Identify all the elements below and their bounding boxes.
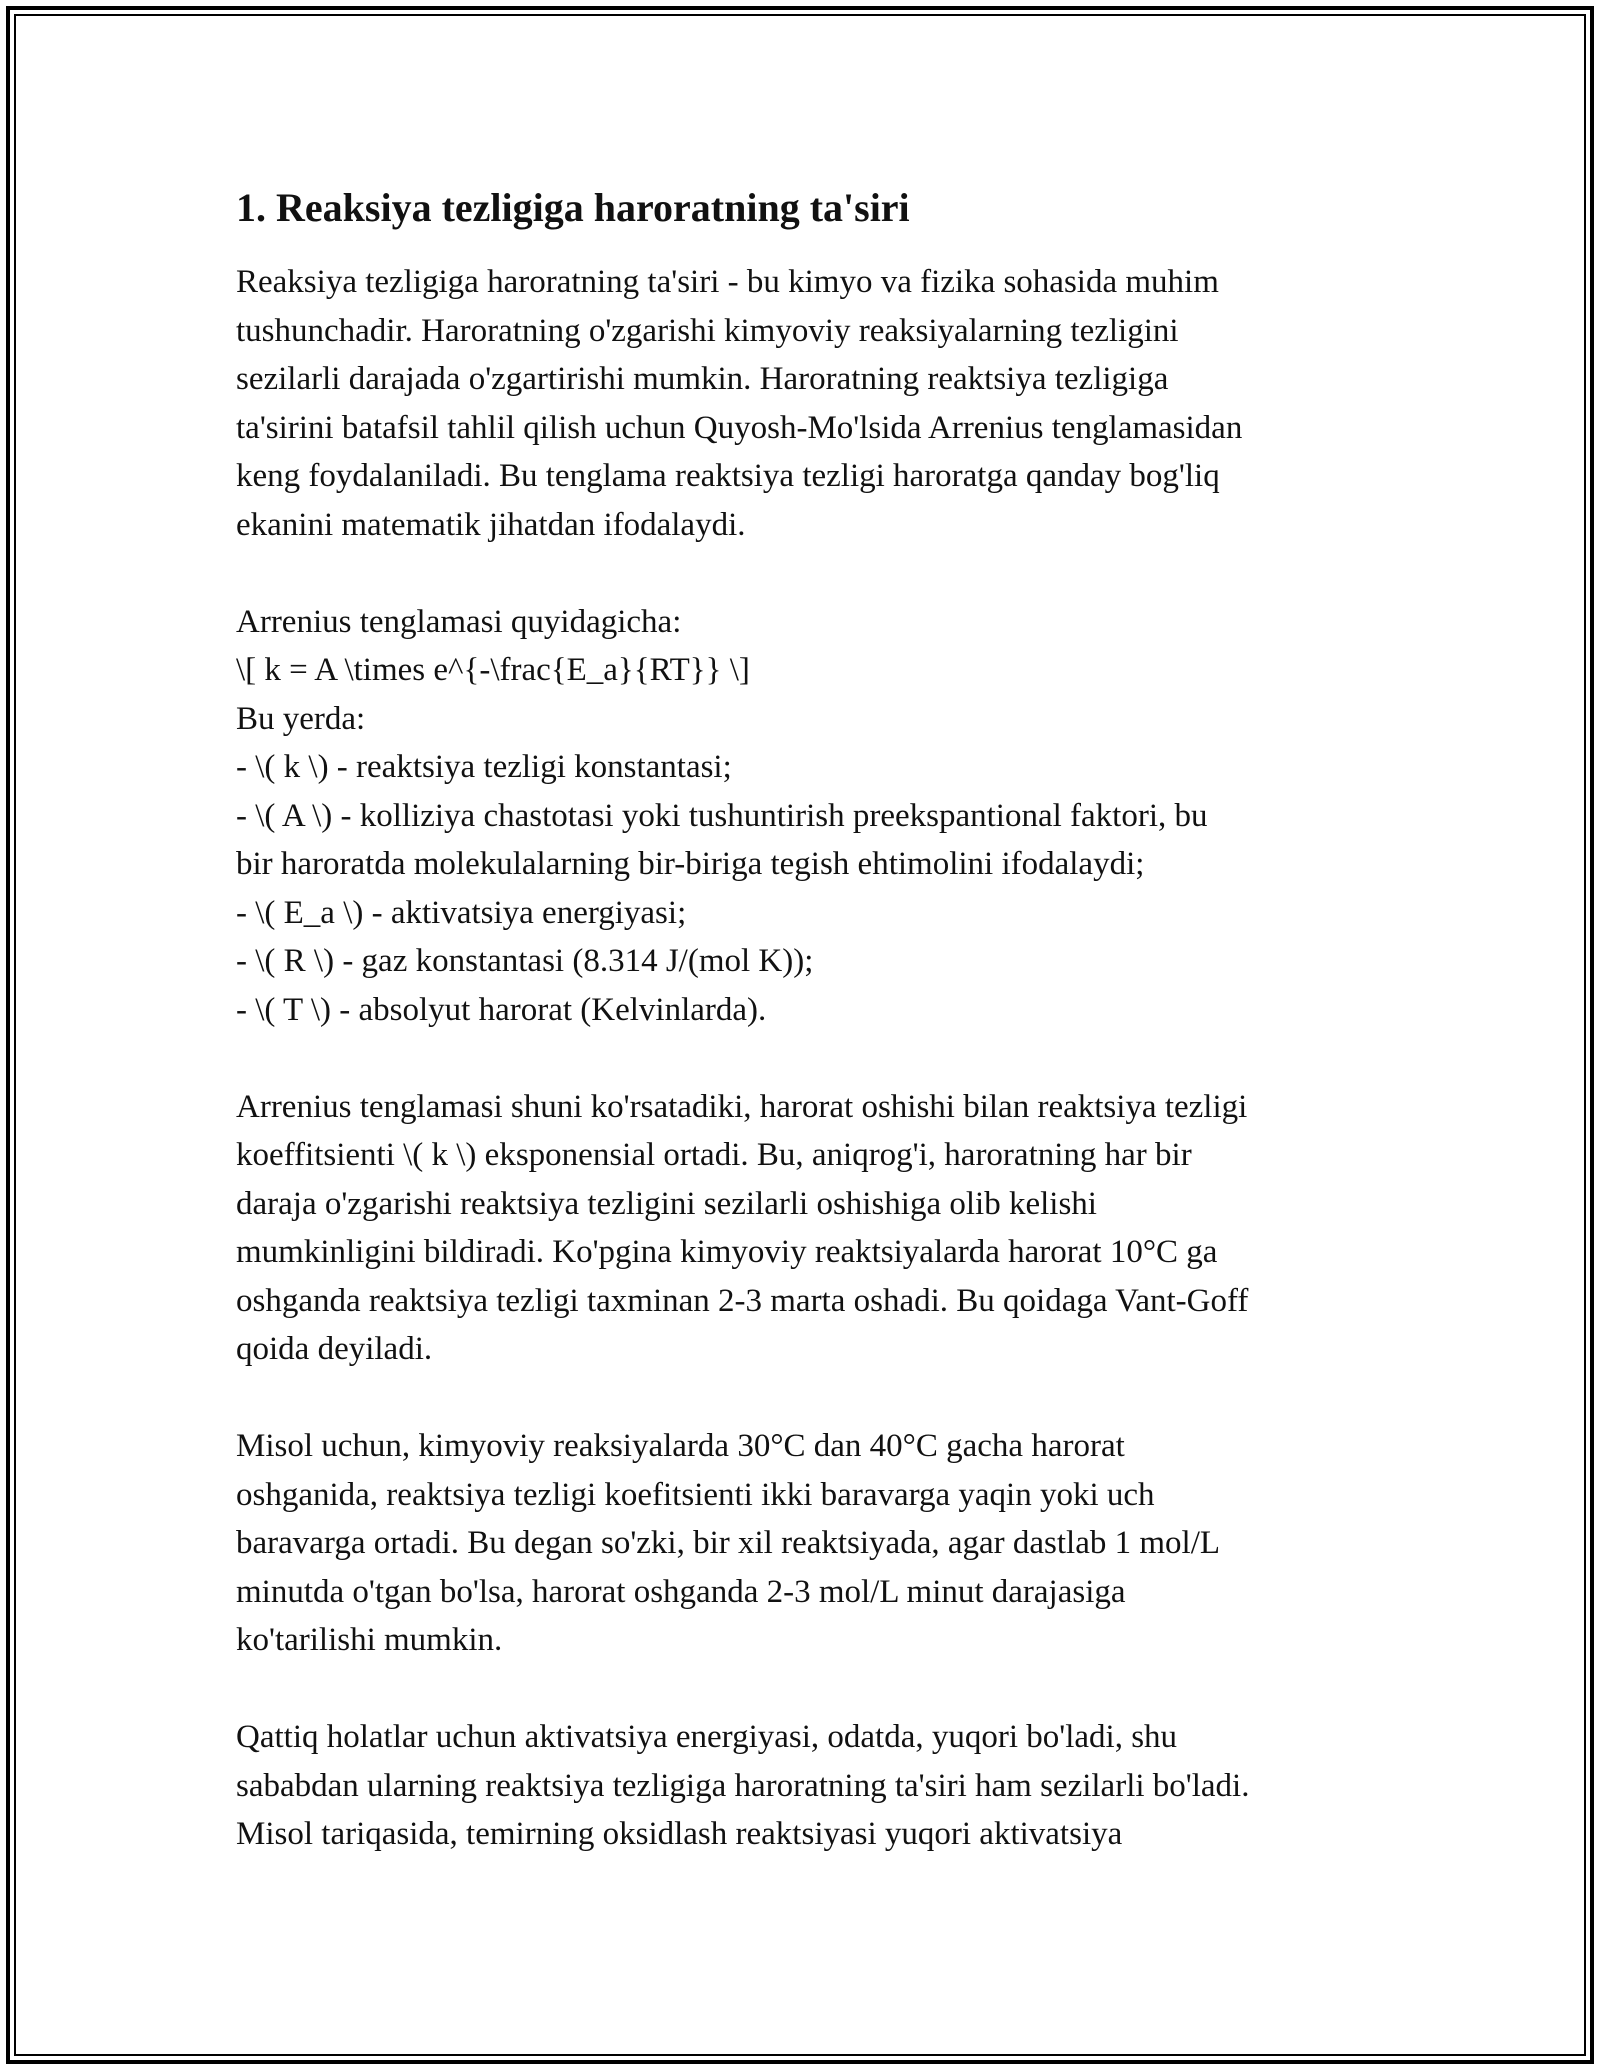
paragraph-exponential-growth xyxy=(236,1083,1376,1374)
definition-item: - \( R \) - gaz konstantasi (8.314 J/(mol K)); xyxy=(236,943,814,979)
text-line: Arrenius tenglamasi quyidagicha: xyxy=(236,603,682,640)
text-line: oshganida, reaktsiya tezligi koefitsienti ikki baravarga yaqin yoki uch xyxy=(236,1476,1155,1513)
text-line: sezilarli darajada o'zgartirishi mumkin. Haroratning reaktsiya tezligiga xyxy=(236,361,1169,397)
text-line: keng foydalaniladi. Bu tenglama reaktsiya tezligi haroratga qanday bog'liq xyxy=(236,458,1220,494)
text-line: oshganda reaktsiya tezligi taxminan 2-3 marta oshadi. Bu qoidaga Vant-Goff xyxy=(236,1282,1249,1319)
text-line: ko'tarilishi mumkin. xyxy=(236,1622,503,1658)
text-line: Misol tariqasida, temirning oksidlash reaktsiyasi yuqori aktivatsiya xyxy=(236,1816,1123,1852)
text-line: Misol uchun, kimyoviy reaksiyalarda 30°C dan 40°C gacha harorat xyxy=(236,1428,1125,1464)
definition-item-continuation: bir haroratda molekulalarning bir-biriga tegish ehtimolini ifodalaydi; xyxy=(236,846,1145,882)
text-line: ta'sirini batafsil tahlil qilish uchun Quyosh-Mo'lsida Arrenius tenglamasidan xyxy=(236,409,1243,446)
text-line: daraja o'zgarishi reaktsiya tezligini sezilarli oshishiga olib kelishi xyxy=(236,1185,1097,1222)
text-line: qoida deyiladi. xyxy=(236,1331,433,1367)
paragraph-solid-states xyxy=(236,1713,1376,1859)
section-heading: 1. Reaksiya tezligiga haroratning ta'siri xyxy=(236,185,910,230)
document-body xyxy=(236,180,1376,1907)
text-line: mumkinligini bildiradi. Ko'pgina kimyoviy reaktsiyalarda harorat 10°C ga xyxy=(236,1234,1218,1270)
text-line: Arrenius tenglamasi shuni ko'rsatadiki, harorat oshishi bilan reaktsiya tezligi xyxy=(236,1088,1248,1125)
definition-item: - \( A \) - kolliziya chastotasi yoki tushuntirish preekspantional faktori, bu xyxy=(236,797,1208,834)
definition-item: - \( E_a \) - aktivatsiya energiyasi; xyxy=(236,894,687,931)
equation-line: \[ k = A \times e^{-\frac{E_a}{RT}} \] xyxy=(236,652,750,688)
text-line: Reaksiya tezligiga haroratning ta'siri - bu kimyo va fizika sohasida muhim xyxy=(236,264,1219,300)
paragraph-intro xyxy=(236,258,1376,549)
definition-item: - \( T \) - absolyut harorat (Kelvinlarda). xyxy=(236,991,767,1028)
text-line: koeffitsienti \( k \) eksponensial ortadi. Bu, aniqrog'i, haroratning har bir xyxy=(236,1137,1192,1173)
text-line: Qattiq holatlar uchun aktivatsiya energiyasi, odatda, yuqori bo'ladi, shu xyxy=(236,1719,1178,1755)
text-line: tushunchadir. Haroratning o'zgarishi kimyoviy reaksiyalarning tezligini xyxy=(236,312,1179,349)
text-line: Bu yerda: xyxy=(236,700,366,737)
text-line: ekanini matematik jihatdan ifodalaydi. xyxy=(236,506,746,543)
paragraph-example xyxy=(236,1422,1376,1665)
definition-item: - \( k \) - reaktsiya tezligi konstantasi; xyxy=(236,749,732,785)
text-line: minutda o'tgan bo'lsa, harorat oshganda 2-3 mol/L minut darajasiga xyxy=(236,1573,1126,1610)
paragraph-arrhenius-equation xyxy=(236,598,1376,1035)
text-line: baravarga ortadi. Bu degan so'zki, bir xil reaktsiyada, agar dastlab 1 mol/L xyxy=(236,1525,1221,1561)
text-line: sababdan ularning reaktsiya tezligiga haroratning ta'siri ham sezilarli bo'ladi. xyxy=(236,1767,1250,1804)
